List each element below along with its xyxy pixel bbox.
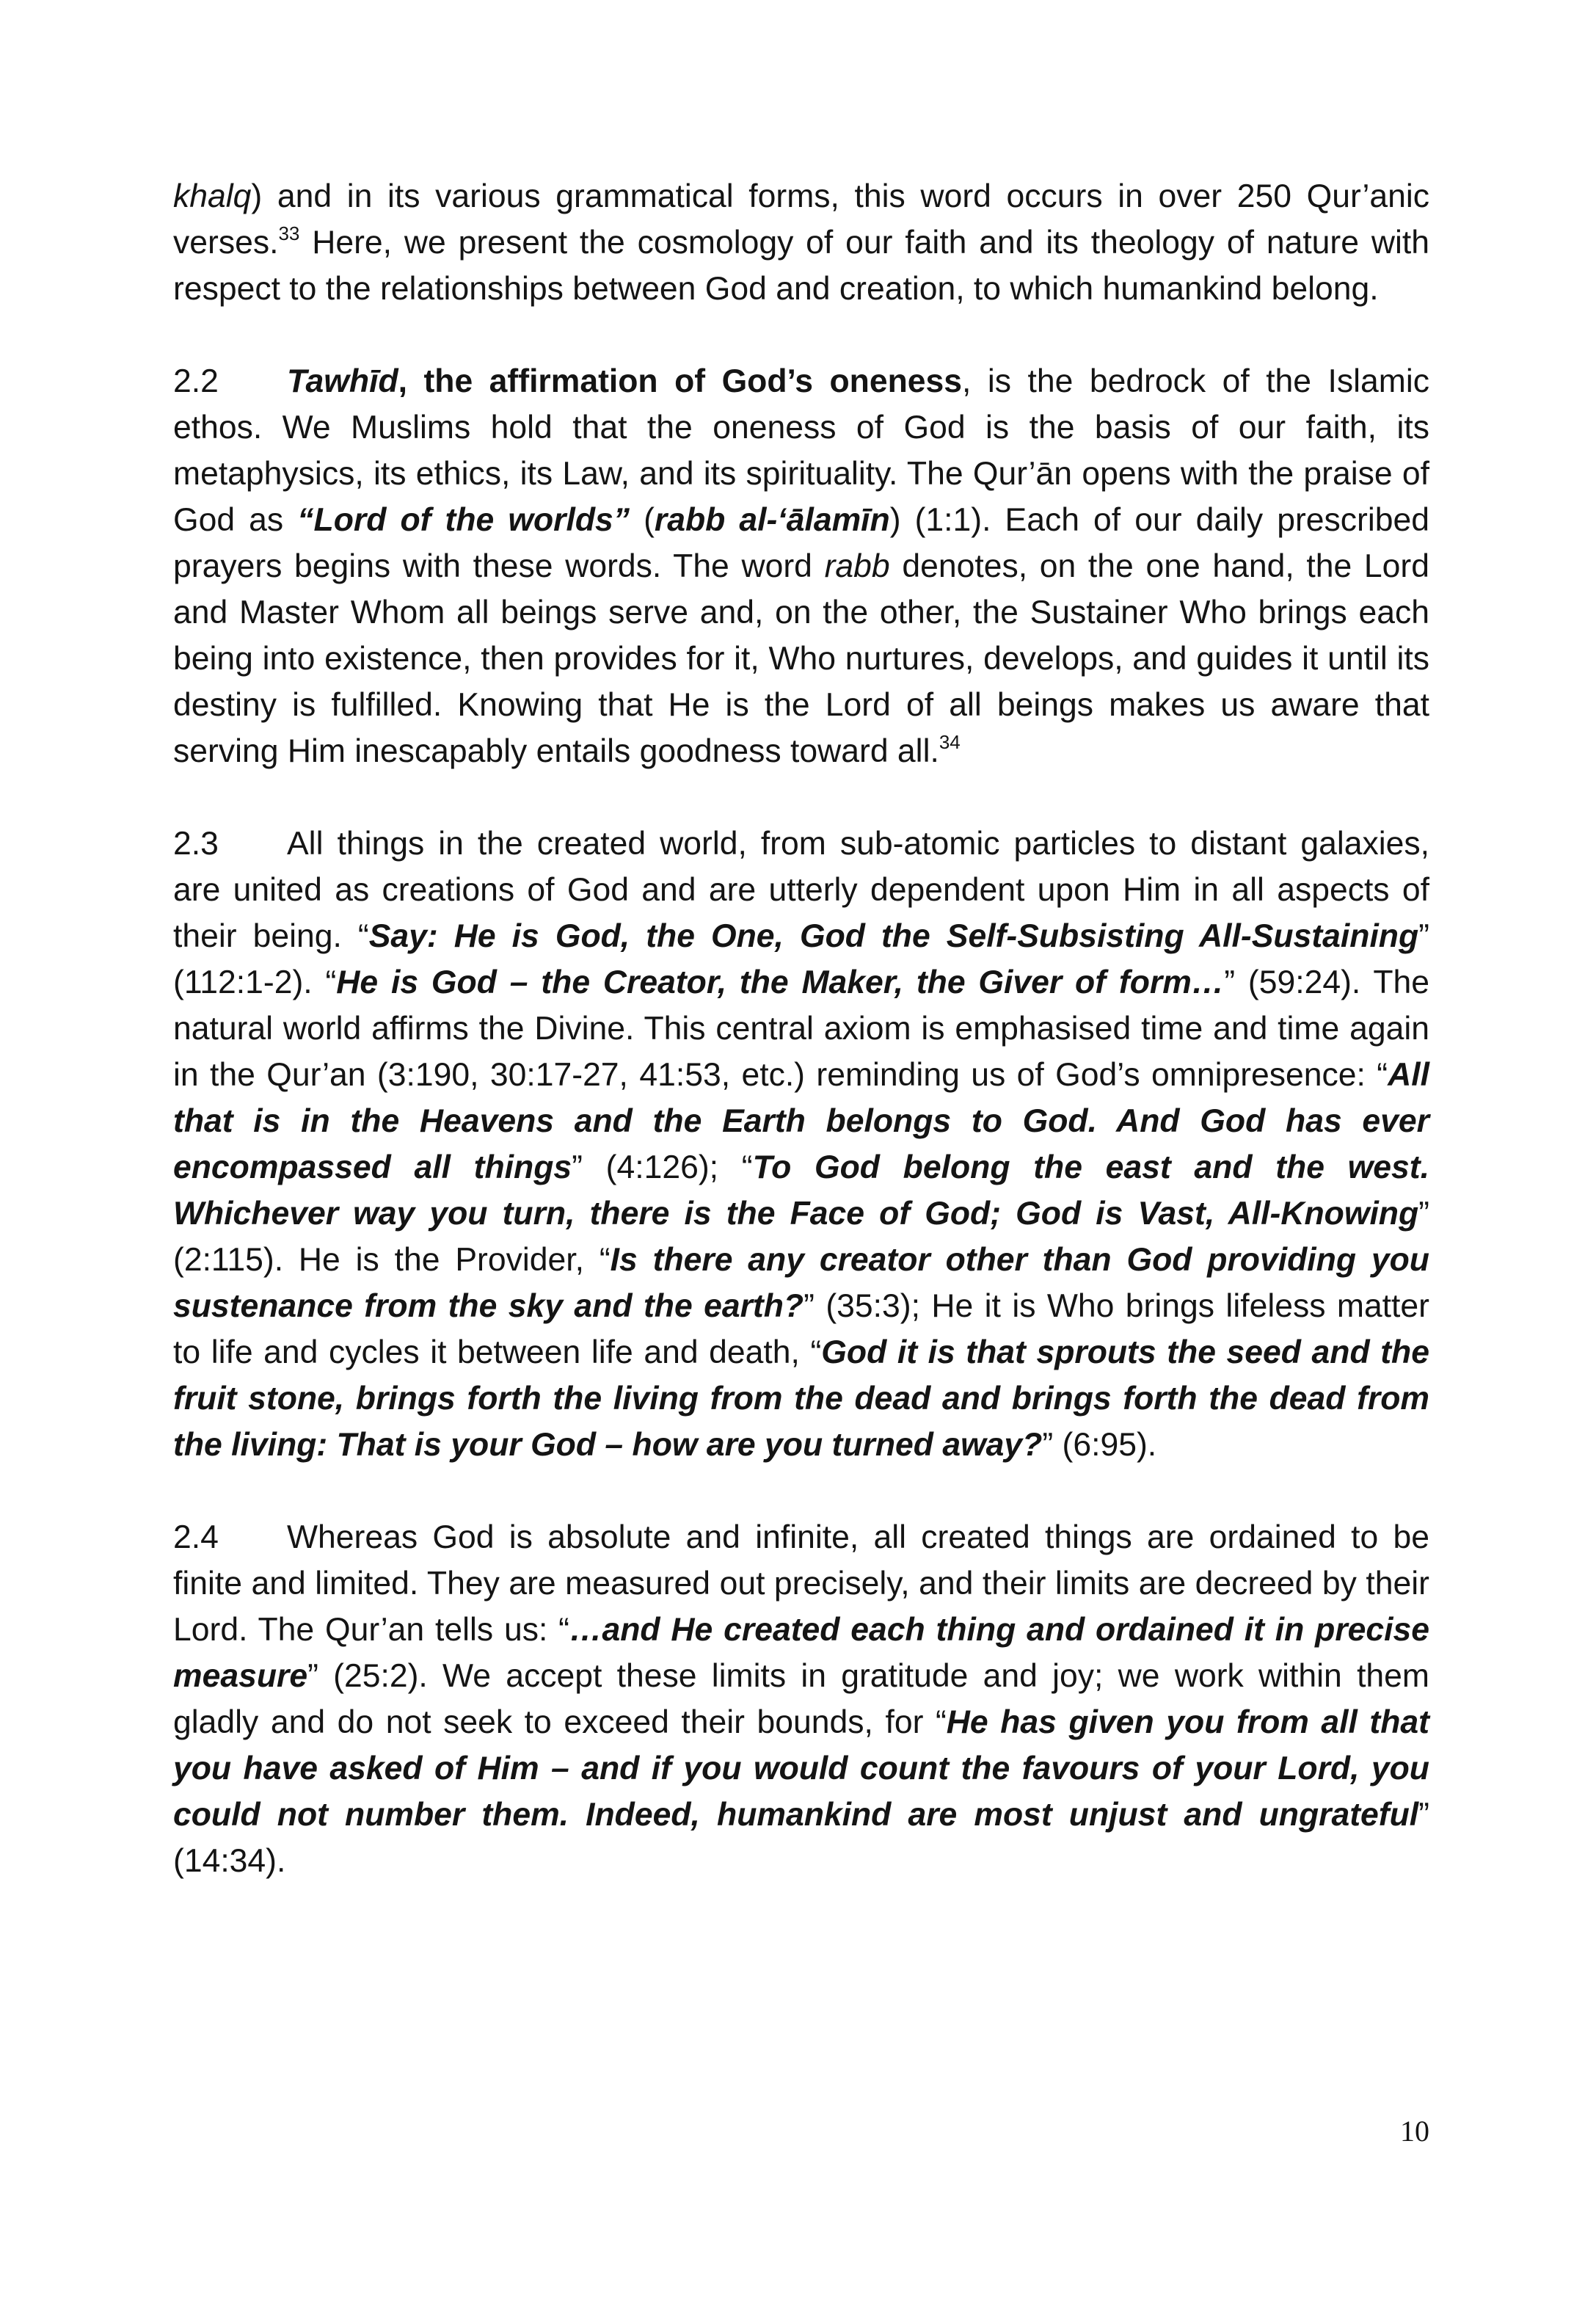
paragraph-text: Here, we present the cosmology of our faith and its theology of nature with respect to the relationships between God and creation, to which humankind belong. bbox=[173, 225, 1429, 307]
document-body bbox=[173, 173, 1429, 1884]
paragraph-text: All things in the created world, from sub-atomic particles to distant galaxies, are united as creations of God and are utterly dependent upon Him in all aspects of their being. “ bbox=[173, 826, 1429, 954]
term-rabb-al-alamin: rabb al-‘ālamīn bbox=[654, 502, 890, 538]
paragraph-text: ” (25:2). We accept these limits in gratitude and joy; we work within them gladly and do not seek to exceed their bounds, for “ bbox=[173, 1658, 1429, 1740]
paragraph-text: ” (112:1-2). “ bbox=[173, 918, 1429, 1000]
paragraph-text: ” (4:126); “ bbox=[572, 1149, 753, 1185]
quran-quote: God it is that sprouts the seed and the fruit stone, brings forth the living from the dead and brings forth the dead from the living: That is your God – how are you turned away? bbox=[173, 1334, 1429, 1463]
paragraph-2-3 bbox=[173, 821, 1429, 1468]
paragraph-text: ) (1:1). Each of our daily prescribed prayers begins with these words. The word bbox=[173, 502, 1429, 584]
paragraph-text: , is the bedrock of the Islamic ethos. We Muslims hold that the oneness of God is the basis of our faith, its metaphysics, its ethics, its Law, and its spirituality. The Qur’ān opens with the praise of God as bbox=[173, 363, 1429, 538]
quran-quote: All that is in the Heavens and the Earth belongs to God. And God has ever encompassed all things bbox=[173, 1057, 1429, 1185]
paragraph-continuation bbox=[173, 173, 1429, 312]
section-number: 2.2 bbox=[173, 363, 219, 399]
paragraph-text: ” (6:95). bbox=[1042, 1427, 1157, 1463]
paragraph-text: ” (35:3); He it is Who brings lifeless matter to life and cycles it between life and death, “ bbox=[173, 1288, 1429, 1370]
page-number: 10 bbox=[1400, 2115, 1429, 2148]
quran-quote: He is God – the Creator, the Maker, the Giver of form… bbox=[336, 964, 1225, 1000]
paragraph-text: ” (14:34). bbox=[173, 1797, 1429, 1879]
paragraph-text: ) and in its various grammatical forms, this word occurs in over 250 Qur’anic verses. bbox=[173, 178, 1429, 261]
quran-quote: Is there any creator other than God providing you sustenance from the sky and the earth? bbox=[173, 1242, 1429, 1324]
quran-quote: “Lord of the worlds” bbox=[297, 502, 630, 538]
section-number: 2.4 bbox=[173, 1519, 219, 1555]
paragraph-text: denotes, on the one hand, the Lord and Master Whom all beings serve and, on the other, the Sustainer Who brings each being into existence, then provides for it, Who nurtures, develops, and guides it until its destiny is fulfilled. Knowing that He is the Lord of all beings makes us aware that serving Him inescapably entails goodness toward all. bbox=[173, 548, 1429, 769]
paragraph-text: Whereas God is absolute and infinite, all created things are ordained to be finite and limited. They are measured out precisely, and their limits are decreed by their Lord. The Qur’an tells us: “ bbox=[173, 1519, 1429, 1648]
term-rabb: rabb bbox=[824, 548, 890, 584]
term-tawhid: Tawhīd bbox=[287, 363, 398, 399]
term-khalq: khalq bbox=[173, 178, 252, 214]
heading-phrase: , the affirmation of God’s oneness bbox=[398, 363, 963, 399]
quran-quote: He has given you from all that you have asked of Him – and if you would count the favours of your Lord, you could not number them. Indeed, humankind are most unjust and ungrateful bbox=[173, 1704, 1429, 1833]
paragraph-text: ” (2:115). He is the Provider, “ bbox=[173, 1196, 1429, 1278]
paragraph-2-4 bbox=[173, 1514, 1429, 1884]
footnote-ref-34[interactable]: 34 bbox=[939, 731, 961, 753]
paragraph-2-2 bbox=[173, 358, 1429, 774]
quran-quote: …and He created each thing and ordained it in precise measure bbox=[173, 1612, 1430, 1694]
paragraph-text: ( bbox=[630, 502, 655, 538]
quran-quote: To God belong the east and the west. Whichever way you turn, there is the Face of God; God is Vast, All-Knowing bbox=[173, 1149, 1429, 1232]
footnote-ref-33[interactable]: 33 bbox=[278, 222, 300, 244]
quran-quote: Say: He is God, the One, God the Self-Subsisting All-Sustaining bbox=[368, 918, 1419, 954]
section-number: 2.3 bbox=[173, 826, 219, 862]
paragraph-text: ” (59:24). The natural world affirms the Divine. This central axiom is emphasised time and time again in the Qur’an (3:190, 30:17-27, 41:53, etc.) reminding us of God’s omnipresence: “ bbox=[173, 964, 1429, 1093]
